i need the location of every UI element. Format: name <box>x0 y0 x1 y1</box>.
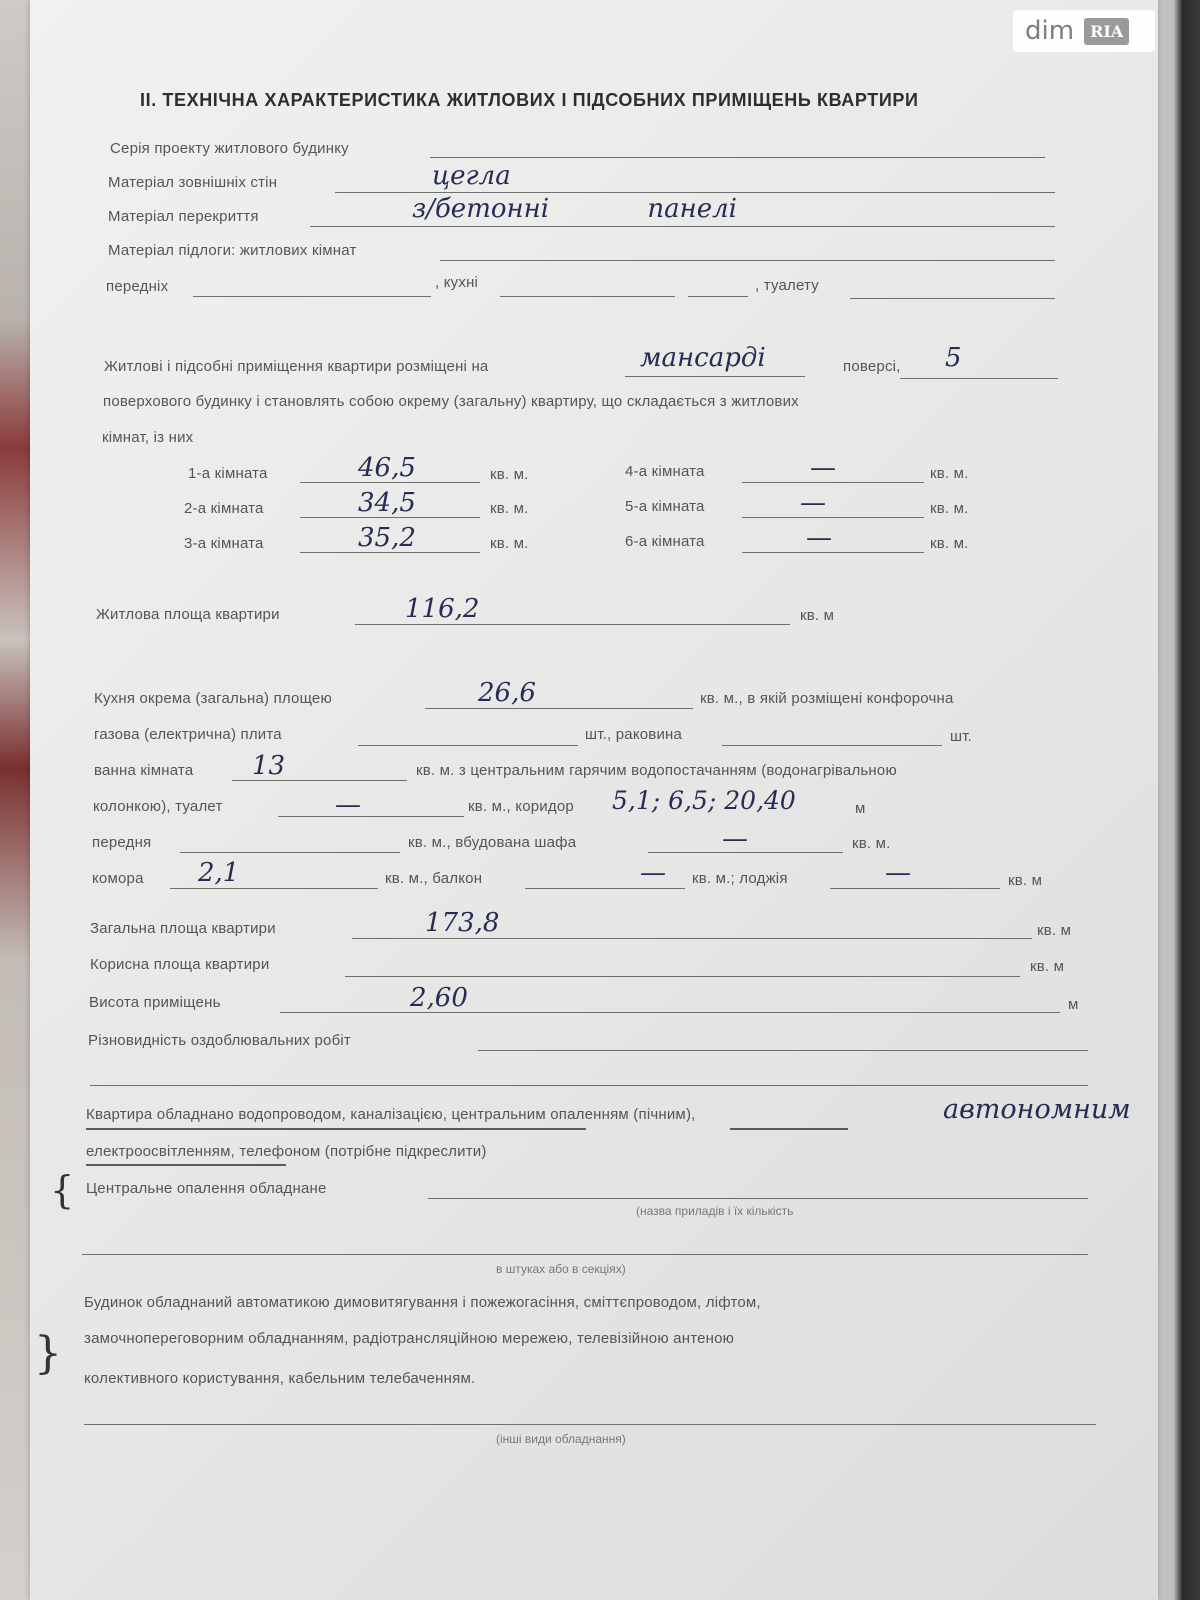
useful-area-unit: кв. м <box>1030 958 1065 975</box>
wall-material-value: цегла <box>432 161 511 191</box>
room5-line <box>742 517 924 518</box>
heating-value: автономним <box>943 1094 1131 1125</box>
building-label-1: Будинок обладнаний автоматикою димовитягування і пожежогасіння, сміттєпроводом, ліфтом, <box>84 1294 761 1311</box>
watermark-badge: RIA <box>1084 18 1129 45</box>
room6-unit: кв. м. <box>930 535 969 552</box>
hallway-label: передня <box>92 834 152 851</box>
living-area-unit: кв. м <box>800 607 835 624</box>
watermark-logo <box>1013 10 1155 52</box>
room1-label: 1-а кімната <box>188 465 268 482</box>
building-label-3: колективного користування, кабельним телебаченням. <box>84 1370 476 1387</box>
toilet-area-value: — <box>335 790 361 820</box>
finishing-label: Різновидність оздоблювальних робіт <box>88 1032 351 1049</box>
storage-label: комора <box>92 870 144 887</box>
central-heating-label: Центральне опалення обладнане <box>86 1180 327 1197</box>
note-other: (інші види обладнання) <box>496 1432 626 1446</box>
room5-label: 5-а кімната <box>625 498 705 515</box>
room4-label: 4-а кімната <box>625 463 705 480</box>
floor-material-label: Матеріал перекриття <box>108 208 259 225</box>
corridor-label: кв. м., коридор <box>468 798 574 815</box>
room6-label: 6-а кімната <box>625 533 705 550</box>
hallways-line <box>193 296 431 297</box>
living-area-label: Житлова площа квартири <box>96 606 280 623</box>
corridor-value: 5,1; 6,5; 20,40 <box>612 786 796 815</box>
room2-unit: кв. м. <box>490 500 529 517</box>
finishing-line <box>478 1050 1088 1051</box>
wardrobe-label: кв. м., вбудована шафа <box>408 834 577 851</box>
equipped-underline-1 <box>86 1128 586 1130</box>
total-area-line <box>352 938 1032 939</box>
toilet-area-line <box>278 816 464 817</box>
note-devices: (назва приладів і їх кількість <box>636 1204 794 1218</box>
finishing-line-2 <box>90 1085 1088 1086</box>
stove-line <box>358 745 578 746</box>
room-floor-material-label: Матеріал підлоги: житлових кімнат <box>108 242 357 259</box>
room1-value: 46,5 <box>358 453 416 483</box>
room5-unit: кв. м. <box>930 500 969 517</box>
wall-material-label: Матеріал зовнішніх стін <box>108 174 278 191</box>
height-value: 2,60 <box>410 983 468 1013</box>
bathroom-label: ванна кімната <box>94 762 194 779</box>
storage-value: 2,1 <box>198 858 240 888</box>
toilet-label: , туалету <box>755 277 819 294</box>
room2-label: 2-а кімната <box>184 500 264 517</box>
bathroom-value: 13 <box>252 751 286 781</box>
floor-material-line <box>310 226 1055 227</box>
form-title: ІІ. ТЕХНІЧНА ХАРАКТЕРИСТИКА ЖИТЛОВИХ І ПІДСОБНИХ ПРИМІЩЕНЬ КВАРТИРИ <box>140 90 919 110</box>
room3-value: 35,2 <box>358 523 416 553</box>
building-label-2: замочнопереговорним обладнанням, радіотрансляційною мережею, телевізійною антеною <box>84 1330 735 1347</box>
sink-pcs-label: шт. <box>950 728 973 745</box>
watermark-brand: dim <box>1025 16 1075 46</box>
useful-area-label: Корисна площа квартири <box>90 956 270 973</box>
stove-pcs-label: шт., раковина <box>585 726 683 743</box>
room6-line <box>742 552 924 553</box>
hallways-label: передніх <box>106 278 169 295</box>
equipped-label-2: електроосвітленням, телефоном (потрібне підкреслити) <box>86 1143 487 1160</box>
toilet-line <box>850 298 1055 299</box>
balcony-line <box>525 888 685 889</box>
equipped-label: Квартира обладнано водопроводом, каналізацією, центральним опаленням (пічним), <box>86 1106 696 1123</box>
wall-material-line <box>335 192 1055 193</box>
sink-line <box>722 745 942 746</box>
room2-value: 34,5 <box>358 488 416 518</box>
height-line <box>280 1012 1060 1013</box>
useful-area-line <box>345 976 1020 977</box>
kitchens-label: , кухні <box>435 274 479 291</box>
living-area-value: 116,2 <box>405 594 480 624</box>
room-floor-material-line <box>440 260 1055 261</box>
loggia-label: кв. м.; лоджія <box>692 870 788 887</box>
wardrobe-unit: кв. м. <box>852 835 891 852</box>
other-equipment-line <box>84 1424 1096 1425</box>
kitchens-line-2 <box>688 296 748 297</box>
corridor-unit: м <box>855 800 866 817</box>
room3-unit: кв. м. <box>490 535 529 552</box>
series-label: Серія проекту житлового будинку <box>110 140 349 157</box>
loggia-value: — <box>885 858 911 888</box>
bathroom-post-label: кв. м. з центральним гарячим водопостачанням (водонагрівальною <box>416 762 897 779</box>
room5-value: — <box>800 488 826 518</box>
storeys-line <box>900 378 1058 379</box>
kitchens-line <box>500 296 675 297</box>
kitchen-line <box>425 708 693 709</box>
central-heating-line-2 <box>82 1254 1088 1255</box>
kitchen-post-label: кв. м., в якій розміщені конфорочна <box>700 690 954 707</box>
room6-value: — <box>806 523 832 553</box>
central-heating-line <box>428 1198 1088 1199</box>
margin-bracket-1: { <box>50 1168 75 1212</box>
boiler-toilet-label: колонкою), туалет <box>93 798 223 815</box>
room4-unit: кв. м. <box>930 465 969 482</box>
equipped-underline-3 <box>86 1164 286 1166</box>
location-line2: поверхового будинку і становлять собою окрему (загальну) квартиру, що складається з житлових <box>103 393 799 410</box>
room1-unit: кв. м. <box>490 466 529 483</box>
storeys-value: 5 <box>945 343 962 373</box>
living-area-line <box>355 624 790 625</box>
equipped-underline-2 <box>730 1128 848 1130</box>
room3-label: 3-а кімната <box>184 535 264 552</box>
total-area-unit: кв. м <box>1037 922 1072 939</box>
loggia-line <box>830 888 1000 889</box>
storage-line <box>170 888 378 889</box>
total-area-value: 173,8 <box>425 908 500 938</box>
balcony-value: — <box>640 858 666 888</box>
loggia-unit: кв. м <box>1008 872 1043 889</box>
wardrobe-value: — <box>722 824 748 854</box>
height-unit: м <box>1068 996 1079 1013</box>
kitchen-label: Кухня окрема (загальна) площею <box>94 690 332 707</box>
location-floor-line <box>625 376 805 377</box>
note-sections: в штуках або в секціях) <box>496 1262 626 1276</box>
balcony-label: кв. м., балкон <box>385 870 483 887</box>
floor-material-value: з/бетонні панелі <box>412 194 737 224</box>
kitchen-value: 26,6 <box>478 678 536 708</box>
stove-label: газова (електрична) плита <box>94 726 282 743</box>
rooms-of-them-label: кімнат, із них <box>102 429 194 446</box>
total-area-label: Загальна площа квартири <box>90 920 276 937</box>
floor-word-label: поверсі, <box>843 358 901 375</box>
location-floor-value: мансарді <box>640 343 766 373</box>
height-label: Висота приміщень <box>89 994 221 1011</box>
background-right <box>1156 0 1200 1600</box>
hallway-line <box>180 852 400 853</box>
series-line <box>430 157 1045 158</box>
location-label: Житлові і підсобні приміщення квартири розміщені на <box>104 358 489 375</box>
margin-bracket-2: } <box>34 1328 62 1379</box>
room4-value: — <box>810 453 836 483</box>
